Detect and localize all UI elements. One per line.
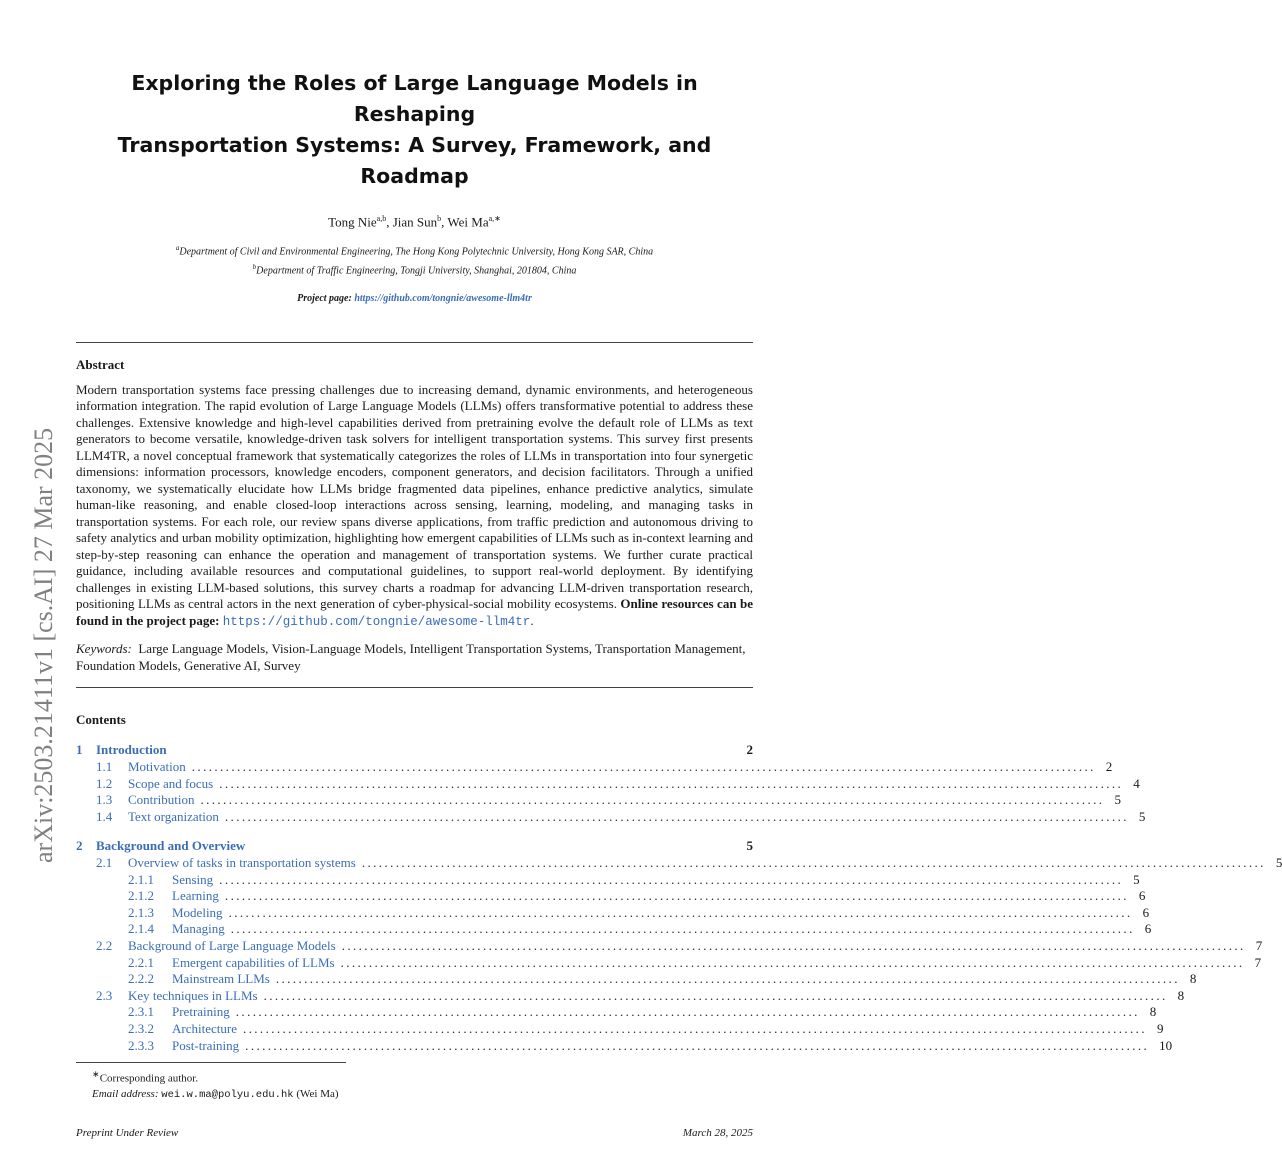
toc-entry-label[interactable]: Overview of tasks in transportation systems: [128, 855, 356, 871]
colon: :: [215, 612, 220, 628]
email-line: [92, 1087, 339, 1103]
toc-entry-label[interactable]: Architecture: [172, 1020, 237, 1036]
toc-entry-page: 5: [1114, 792, 1121, 808]
toc-entry-page: 8: [1189, 971, 1197, 987]
toc-entry[interactable]: [76, 775, 1140, 793]
period: .: [530, 612, 534, 628]
toc-entry[interactable]: [76, 1020, 1164, 1038]
toc-entry[interactable]: [76, 759, 1113, 776]
toc-entry-label[interactable]: Key techniques in LLMs: [128, 987, 258, 1003]
footnote: [92, 1067, 339, 1103]
toc-entry-number: 2.3.2: [128, 1020, 154, 1036]
toc-entry-page: 7: [1254, 954, 1262, 970]
toc-entry-number: 2: [76, 838, 83, 854]
toc-entry[interactable]: [76, 888, 1146, 905]
toc-leader-dots: ................................................................................................................................................................: [340, 954, 1245, 970]
toc-leader-dots: ................................................................................................................................................................: [245, 1037, 1150, 1053]
table-of-contents: [76, 742, 1282, 1054]
paper-page: [76, 0, 1282, 1054]
toc-entry-number: 2.1.3: [128, 904, 154, 920]
toc-entry-label[interactable]: Modeling: [172, 904, 223, 920]
toc-leader-dots: ................................................................................................................................................................: [361, 855, 1266, 871]
toc-leader-dots: ................................................................................................................................................................: [228, 904, 1133, 920]
toc-entry-number: 2.2.1: [128, 954, 154, 970]
affil-text: Department of Civil and Environmental Engineering, The Hong Kong Polytechnic University, Hong Kong SAR, China: [179, 246, 654, 258]
toc-entry[interactable]: [76, 987, 1185, 1005]
toc-entry[interactable]: [76, 971, 1197, 988]
toc-entry[interactable]: [76, 742, 753, 759]
affil-text: Department of Traffic Engineering, Tongji University, Shanghai, 201804, China: [256, 264, 577, 276]
toc-entry-page: 8: [1177, 987, 1185, 1003]
footnote-mark: ∗: [92, 1069, 100, 1079]
toc-entry-number: 1.2: [96, 775, 113, 791]
title-line-2: Transportation Systems: A Survey, Framework, and Roadmap: [117, 133, 712, 188]
toc-entry-number: 1.1: [96, 759, 113, 775]
footer-date: March 28, 2025: [682, 1127, 753, 1139]
toc-entry-page: 6: [1138, 888, 1146, 904]
toc-leader-dots: ................................................................................................................................................................: [224, 808, 1129, 824]
toc-leader-dots: ................................................................................................................................................................: [219, 871, 1124, 887]
corresponding-text: Corresponding author.: [99, 1072, 199, 1085]
toc-entry-page: 5: [1138, 808, 1146, 824]
email-label: Email address:: [92, 1087, 159, 1100]
toc-entry-label[interactable]: Emergent capabilities of LLMs: [172, 954, 335, 970]
title-line-1: Exploring the Roles of Large Language Models in Reshaping: [131, 71, 698, 126]
arxiv-stamp: [6, 305, 68, 865]
keywords-text: Large Language Models, Vision-Language Models, Intelligent Transportation Systems, Transportation Management, Foundation Models, Generative AI, Survey: [76, 641, 746, 673]
toc-entry[interactable]: [76, 871, 1140, 889]
toc-entry-page: 5: [1275, 855, 1282, 871]
divider: [76, 687, 753, 688]
toc-entry-label[interactable]: Learning: [172, 888, 219, 904]
toc-entry[interactable]: [76, 921, 1152, 938]
toc-entry[interactable]: [76, 1004, 1157, 1021]
toc-entry-number: 2.3: [96, 987, 113, 1003]
toc-entry-label[interactable]: Text organization: [128, 808, 219, 824]
toc-entry-page: 7: [1255, 938, 1263, 954]
toc-entry[interactable]: [76, 938, 1263, 955]
toc-entry-number: 2.3.3: [128, 1037, 154, 1053]
affiliation-b: [76, 260, 753, 278]
abstract-text: Modern transportation systems face pressing challenges due to increasing demand, dynamic environments, and heterogeneous information integration. The rapid evolution of Large Language Models (LLMs) offers transformative potential to address these challenges. Extensive knowledge and high-level capabilities derived from pretraining evolve the default role of LLMs as text generators to become versatile, knowledge-driven task solvers for intelligent transportation systems. This survey first presents LLM4TR, a novel conceptual framework that systematically categorizes the roles of LLMs in transportation into four synergetic dimensions: information processors, knowledge encoders, component generators, and decision facilitators. Through a unified taxonomy, we systematically elucidate how LLMs bridge fragmented data pipelines, enhance predictive analytics, simulate human-like reasoning, and enable closed-loop interactions across sensing, learning, modeling, and managing tasks in transportation systems. For each role, our review spans diverse applications, from traffic prediction and autonomous driving to safety analytics and urban mobility optimization, highlighting how emergent capabilities of LLMs such as in-context learning and step-by-step reasoning can enhance the operation and management of transportation systems. We further curate practical guidance, including available resources and computational guidelines, to support real-world deployment. By identifying challenges in existing LLM-based solutions, this survey charts a roadmap for advancing LLM-driven transportation research, positioning LLMs as central actors in the next generation of cyber-physical-social mobility ecosystems.: [76, 381, 753, 612]
toc-leader-dots: ................................................................................................................................................................: [200, 792, 1105, 808]
affiliations: [76, 241, 753, 278]
toc-entry-number: 1: [76, 742, 83, 758]
toc-leader-dots: ................................................................................................................................................................: [230, 921, 1135, 937]
toc-entry-number: 2.1.2: [128, 888, 154, 904]
corresponding-note: [92, 1067, 339, 1087]
toc-entry-page: 2: [1105, 759, 1113, 775]
toc-entry-label[interactable]: Background of Large Language Models: [128, 938, 336, 954]
toc-entry-number: 2.2.2: [128, 971, 154, 987]
toc-entry-number: 2.2: [96, 938, 113, 954]
keywords: [76, 641, 753, 674]
toc-entry-number: 1.4: [96, 808, 113, 824]
footer-left: Preprint Under Review: [76, 1127, 179, 1139]
toc-entry-number: 2.1: [96, 855, 113, 871]
divider: [76, 342, 753, 343]
toc-leader-dots: ................................................................................................................................................................: [263, 987, 1168, 1003]
toc-entry[interactable]: [76, 1037, 1173, 1055]
toc-entry-page: 9: [1156, 1020, 1164, 1036]
toc-entry-page: 10: [1159, 1037, 1173, 1053]
toc-entry-page: 5: [746, 838, 753, 854]
toc-leader-dots: ................................................................................................................................................................: [224, 888, 1129, 904]
toc-entry-label[interactable]: Pretraining: [172, 1004, 230, 1020]
author-name: Jian Sun: [392, 214, 438, 230]
toc-entry[interactable]: [76, 808, 1146, 826]
toc-entry-page: 8: [1149, 1004, 1157, 1020]
toc-entry-label[interactable]: Scope and focus: [128, 775, 214, 791]
email-name: (Wei Ma): [296, 1087, 339, 1100]
toc-entry-number: 2.1.1: [128, 871, 154, 887]
toc-entry[interactable]: [76, 904, 1150, 922]
affil-mark: a: [175, 244, 180, 253]
toc-entry-label[interactable]: Background and Overview: [96, 838, 246, 854]
toc-entry-number: 2.1.4: [128, 921, 154, 937]
toc-entry-number: 2.3.1: [128, 1004, 154, 1020]
resources-link[interactable]: https://github.com/tongnie/awesome-llm4tr: [222, 614, 531, 629]
author-list: Tong Nie$^{a,b}$, Jian Sun$^b$, Wei $Ma^{a,∗}$: [328, 214, 501, 230]
toc-entry-label[interactable]: Contribution: [128, 792, 195, 808]
author-affil-mark: a,b: [376, 214, 387, 223]
toc-entry-label[interactable]: Introduction: [96, 742, 167, 758]
author-name: Tong Nie: [328, 214, 377, 230]
toc-entry[interactable]: [76, 855, 1282, 872]
toc-entry-page: 4: [1133, 775, 1140, 791]
toc-entry-page: 2: [746, 742, 753, 758]
paper-title: [76, 68, 753, 192]
toc-leader-dots: ................................................................................................................................................................: [235, 1004, 1140, 1020]
project-page-link[interactable]: https://github.com/tongnie/awesome-llm4tr: [354, 292, 532, 304]
toc-entry-page: 5: [1133, 871, 1140, 887]
contents-heading: Contents: [76, 712, 126, 728]
project-page-line: [76, 293, 753, 304]
toc-entry-page: 6: [1142, 904, 1150, 920]
author-affil-mark: b: [437, 214, 442, 223]
abstract-body: [76, 382, 753, 631]
toc-leader-dots: ................................................................................................................................................................: [219, 775, 1124, 791]
toc-entry[interactable]: [76, 838, 753, 855]
affil-mark: b: [252, 262, 257, 271]
abstract-heading: Abstract: [76, 356, 125, 372]
toc-entry-label[interactable]: Sensing: [172, 871, 214, 887]
email-address[interactable]: wei.w.ma@polyu.edu.hk: [161, 1088, 294, 1101]
toc-entry-number: 1.3: [96, 792, 113, 808]
toc-leader-dots: ................................................................................................................................................................: [191, 759, 1096, 775]
author-affil-mark: a,∗: [488, 214, 501, 223]
footnote-rule: [76, 1062, 346, 1063]
toc-entry-label[interactable]: Mainstream LLMs: [172, 971, 270, 987]
toc-gap: [76, 825, 753, 838]
toc-leader-dots: ................................................................................................................................................................: [242, 1020, 1147, 1036]
toc-entry-label[interactable]: Motivation: [128, 759, 186, 775]
arxiv-stamp-text: arXiv:2503.21411v1 [cs.AI] 27 Mar 2025: [29, 427, 58, 863]
toc-entry-page: 6: [1144, 921, 1152, 937]
toc-leader-dots: ................................................................................................................................................................: [275, 971, 1180, 987]
toc-leader-dots: ................................................................................................................................................................: [341, 938, 1246, 954]
affiliation-a: [76, 241, 753, 259]
toc-entry[interactable]: [76, 792, 1121, 809]
toc-entry-label[interactable]: Post-training: [172, 1037, 240, 1053]
author-name: Wei Ma: [447, 214, 489, 230]
project-page-label: Project page:: [297, 292, 352, 304]
keywords-label: Keywords:: [76, 641, 132, 657]
online-resources-note: Online resources can be found in the project page: [76, 596, 753, 628]
toc-entry-label[interactable]: Managing: [172, 921, 225, 937]
toc-entry[interactable]: [76, 954, 1262, 972]
